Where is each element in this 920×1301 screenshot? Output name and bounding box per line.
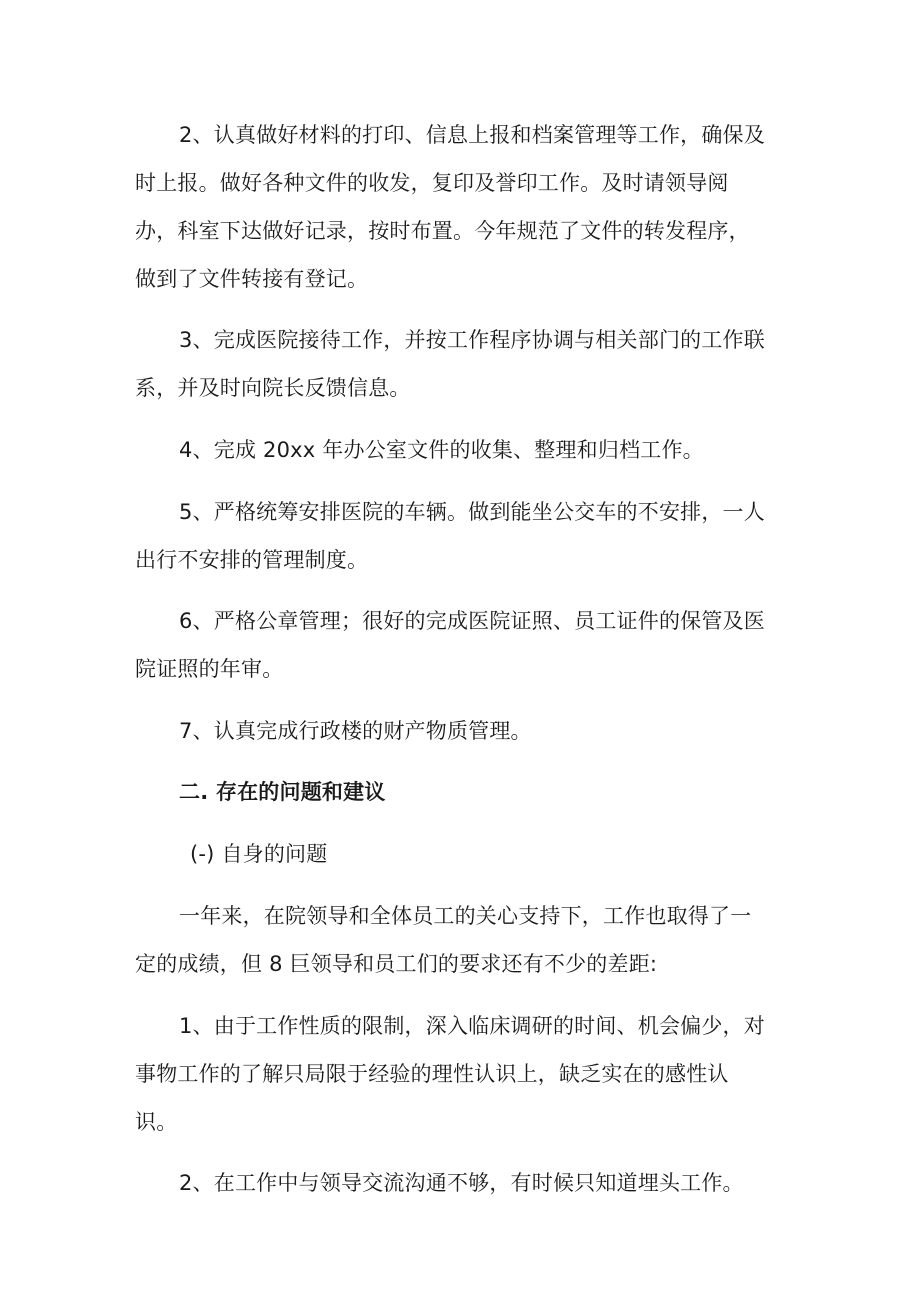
paragraph-5-line-1: 5、严格统筹安排医院的车辆。做到能坐公交车的不安排，一人 <box>179 500 765 524</box>
paragraph-2-line-2: 时上报。做好各种文件的收发，复印及誉印工作。及时请领导阅 <box>135 171 729 195</box>
paragraph-10-line-1: 2、在工作中与领导交流沟通不够，有时候只知道埋头工作。 <box>179 1171 744 1195</box>
paragraph-8-line-1: 一年来，在院领导和全体员工的关心支持下，工作也取得了一 <box>179 904 752 928</box>
section-heading: 二. 存在的问题和建议 <box>179 780 386 804</box>
sub-heading: (-) 自身的问题 <box>190 842 328 866</box>
paragraph-4-line-1: 4、完成 20xx 年办公室文件的收集、整理和归档工作。 <box>179 438 704 462</box>
paragraph-9-line-2: 事物工作的了解只局限于经验的理性认识上，缺乏实在的感性认 <box>135 1062 729 1086</box>
paragraph-8-line-2: 定的成绩，但 8 巨领导和员工们的要求还有不少的差距: <box>135 952 658 976</box>
paragraph-3-line-2: 系，并及时向院长反馈信息。 <box>135 376 411 400</box>
paragraph-2-line-4: 做到了文件转接有登记。 <box>135 267 369 291</box>
paragraph-9-line-3: 识。 <box>135 1110 178 1134</box>
paragraph-2-line-3: 办，科室下达做好记录，按时布置。今年规范了文件的转发程序， <box>135 219 750 243</box>
paragraph-6-line-2: 院证照的年审。 <box>135 657 284 681</box>
paragraph-2-line-1: 2、认真做好材料的打印、信息上报和档案管理等工作，确保及 <box>179 123 765 147</box>
paragraph-3-line-1: 3、完成医院接待工作，并按工作程序协调与相关部门的工作联 <box>179 328 765 352</box>
paragraph-5-line-2: 出行不安排的管理制度。 <box>135 548 369 572</box>
paragraph-9-line-1: 1、由于工作性质的限制，深入临床调研的时间、机会偏少，对 <box>179 1014 765 1038</box>
paragraph-6-line-1: 6、严格公章管理；很好的完成医院证照、员工证件的保管及医 <box>179 609 765 633</box>
paragraph-7-line-1: 7、认真完成行政楼的财产物质管理。 <box>179 719 532 743</box>
